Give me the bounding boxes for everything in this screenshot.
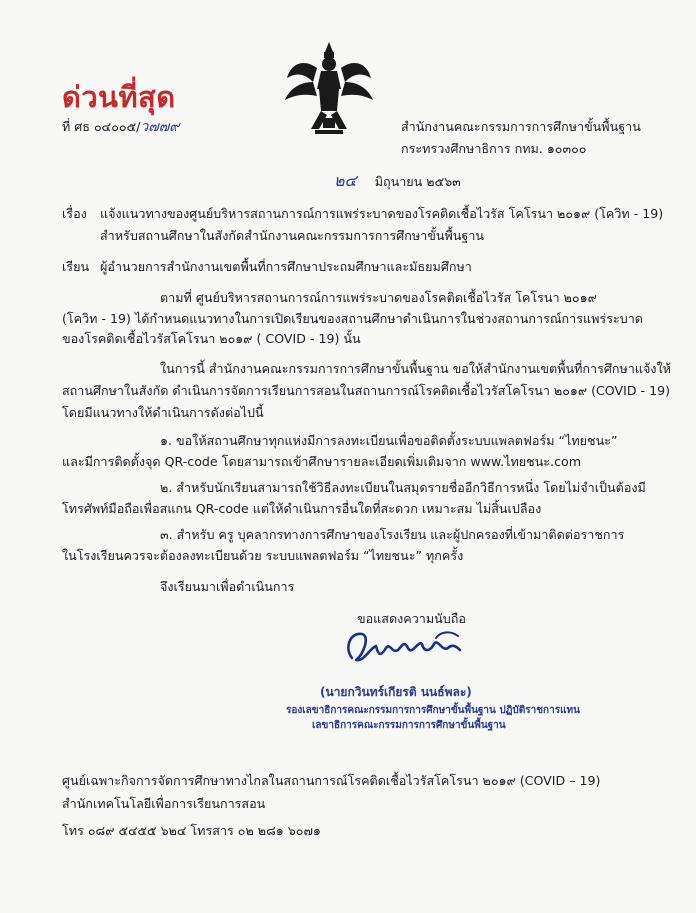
- date-month-year: มิถุนายน ๒๕๖๓: [374, 174, 461, 189]
- issuing-address: กระทรวงศึกษาธิการ กทม. ๑๐๓๐๐: [401, 141, 587, 156]
- footer-contact: โทร ๐๘๙ ๕๔๕๕ ๖๒๔ โทรสาร ๐๒ ๒๘๑ ๖๐๗๑: [62, 823, 321, 838]
- paragraph-1-line-1: ตามที่ ศูนย์บริหารสถานการณ์การแพร่ระบาดของโรคติดเชื้อไวรัส โคโรนา ๒๐๑๙: [160, 290, 597, 305]
- closing-line: จึงเรียนมาเพื่อดำเนินการ: [160, 579, 295, 594]
- document-number-handwritten: ว๗๗๙: [140, 119, 180, 135]
- date-day-handwritten: ๒๔: [334, 171, 357, 190]
- item-2-line-2: โทรศัพท์มือถือเพื่อสแกน QR-code แต่ให้ดำเนินการอื่นใดที่สะดวก เหมาะสม ไม่สิ้นเปลือง: [62, 501, 542, 516]
- paragraph-2-line-2: สถานศึกษาในสังกัด ดำเนินการจัดการเรียนการสอนในสถานการณ์โรคติดเชื้อไวรัสโคโรนา ๒๐๑๙ (COVID - 19): [62, 383, 671, 398]
- signature-icon: [340, 618, 480, 676]
- document-date: [334, 172, 461, 190]
- paragraph-1-line-3: ของโรคติดเชื้อไวรัสโคโรนา ๒๐๑๙ ( COVID - 19) นั้น: [62, 331, 361, 346]
- paragraph-1-line-2: (โควิท - 19) ได้กำหนดแนวทางในการเปิดเรียนของสถานศึกษาดำเนินการในช่วงสถานการณ์การแพร่ระบาด: [62, 311, 643, 326]
- paragraph-2-line-1: ในการนี้ สำนักงานคณะกรรมการการศึกษาขั้นพื้นฐาน ขอให้สำนักงานเขตพื้นที่การศึกษาแจ้งให้: [160, 361, 671, 376]
- item-1-line-2: และมีการติดตั้งจุด QR-code โดยสามารถเข้าศึกษารายละเอียดเพิ่มเติมจาก www.ไทยชนะ.com: [62, 454, 581, 469]
- document-number: [62, 118, 180, 136]
- item-2-line-1: ๒. สำหรับนักเรียนสามารถใช้วิธีลงทะเบียนในสมุดรายชื่ออีกวิธีการหนึ่ง โดยไม่จำเป็นต้องมี: [160, 480, 646, 495]
- document-number-label: ที่ ศธ ๐๔๐๐๕/: [62, 119, 141, 134]
- issuing-organization: สำนักงานคณะกรรมการการศึกษาขั้นพื้นฐาน: [401, 119, 641, 134]
- item-3-line-2: ในโรงเรียนควรจะต้องลงทะเบียนด้วย ระบบแพลตฟอร์ม “ไทยชนะ” ทุกครั้ง: [62, 548, 464, 563]
- paragraph-2-line-3: โดยมีแนวทางให้ดำเนินการดังต่อไปนี้: [62, 405, 264, 420]
- footer-office: ศูนย์เฉพาะกิจการจัดการศึกษาทางไกลในสถานการณ์โรคติดเชื้อไวรัสโคโรนา ๒๐๑๙ (COVID – 19): [62, 773, 601, 788]
- addressee-text: ผู้อำนวยการสำนักงานเขตพื้นที่การศึกษาประถมศึกษาและมัธยมศึกษา: [100, 259, 472, 274]
- footer-bureau: สำนักเทคโนโลยีเพื่อการเรียนการสอน: [62, 796, 266, 811]
- item-3-line-1: ๓. สำหรับ ครู บุคลากรทางการศึกษาของโรงเรียน และผู้ปกครองที่เข้ามาติดต่อราชการ: [160, 527, 625, 542]
- signatory-position-line-2: เลขาธิการคณะกรรมการการศึกษาขั้นพื้นฐาน: [312, 720, 506, 731]
- subject-line-1: แจ้งแนวทางของศูนย์บริหารสถานการณ์การแพร่ระบาดของโรคติดเชื้อไวรัส โคโรนา ๒๐๑๙ (โควิท - 19): [100, 206, 664, 221]
- signatory-position-line-1: รองเลขาธิการคณะกรรมการการศึกษาขั้นพื้นฐาน ปฏิบัติราชการแทน: [286, 705, 580, 716]
- subject-line-2: สำหรับสถานศึกษาในสังกัดสำนักงานคณะกรรมการการศึกษาขั้นพื้นฐาน: [100, 228, 485, 243]
- garuda-emblem-icon: [283, 38, 375, 138]
- signatory-name: (นายกวินทร์เกียรติ นนธ์พละ): [320, 685, 472, 699]
- addressee-label: เรียน: [62, 259, 90, 274]
- urgency-mark: ด่วนที่สุด: [62, 80, 176, 114]
- regards-line: ขอแสดงความนับถือ: [357, 611, 466, 626]
- subject-label: เรื่อง: [62, 206, 87, 221]
- item-1-line-1: ๑. ขอให้สถานศึกษาทุกแห่งมีการลงทะเบียนเพื่อขอติดตั้งระบบแพลตฟอร์ม “ไทยชนะ”: [160, 433, 618, 448]
